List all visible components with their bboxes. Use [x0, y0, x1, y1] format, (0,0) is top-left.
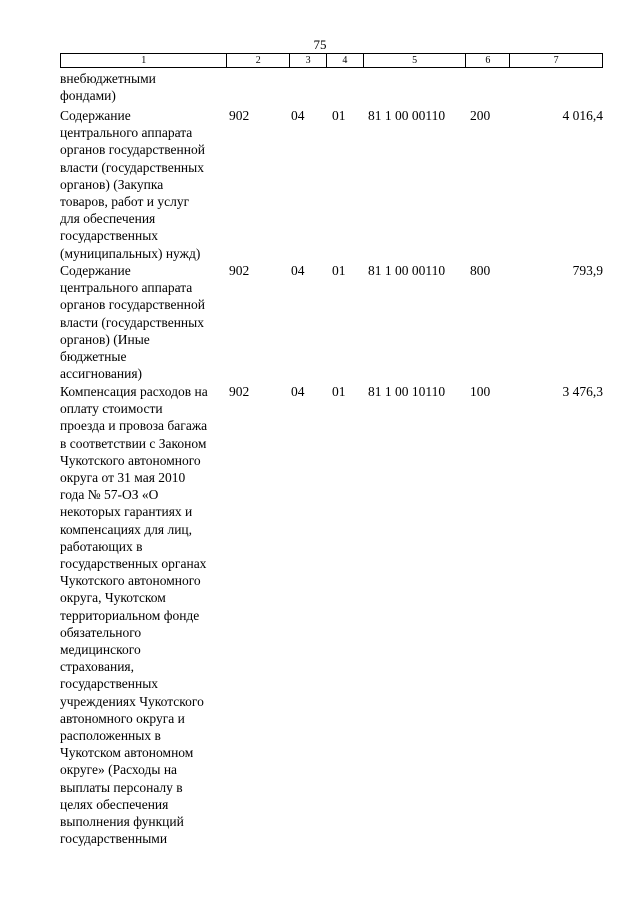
row-description: Содержание центрального аппарата органов государственной власти (государственных органов) (Иные бюджетные ассигнования)	[60, 263, 205, 382]
row-target-article: 81 1 00 00110	[368, 108, 446, 123]
column-header-4: 4	[327, 54, 364, 67]
row-description: внебюджетными фондами)	[60, 71, 156, 104]
row-expense-type: 100	[470, 384, 491, 399]
row-expense-type: 800	[470, 263, 491, 278]
row-subsection: 01	[332, 384, 346, 399]
column-header-7: 7	[553, 55, 559, 66]
row-sum: 3 476,3	[562, 384, 603, 399]
row-ministry-code: 902	[229, 108, 250, 123]
row-subsection: 01	[332, 108, 346, 123]
row-target-article: 81 1 00 10110	[368, 384, 446, 399]
row-expense-type: 200	[470, 108, 491, 123]
column-header-3: 3	[290, 54, 327, 67]
row-ministry-code: 902	[229, 384, 250, 399]
row-section: 04	[291, 384, 305, 399]
column-header-1: 1	[61, 54, 227, 67]
page-number: 75	[313, 37, 327, 52]
row-target-article: 81 1 00 00110	[368, 263, 446, 278]
row-section: 04	[291, 263, 305, 278]
column-header-2: 2	[227, 54, 290, 67]
column-header-6: 6	[466, 54, 510, 67]
row-description: Компенсация расходов на оплату стоимости проезда и провоза багажа в соответствии с Законом Чукотского автономного округа от 31 мая 2010 года № 57-ОЗ «О некоторых гарантиях и компенсациях для лиц, работающих в государственных органах Чукотского автономного округа, Чукотском территориальном фонде обязательного медицинского страхования, государственных учреждениях Чукотского автономного округа и расположенных в Чукотском автономном округе» (Расходы на выплаты персоналу в целях обеспечения выполнения функций государственными	[60, 384, 208, 847]
row-sum: 4 016,4	[562, 108, 603, 123]
row-sum: 793,9	[572, 263, 603, 278]
row-description: Содержание центрального аппарата органов государственной власти (государственных органов) (Закупка товаров, работ и услуг для обеспечения государственных (муниципальных) нужд)	[60, 108, 205, 261]
row-ministry-code: 902	[229, 263, 250, 278]
column-header-5: 5	[364, 54, 467, 67]
row-section: 04	[291, 108, 305, 123]
row-subsection: 01	[332, 263, 346, 278]
table-header-row	[60, 53, 603, 68]
